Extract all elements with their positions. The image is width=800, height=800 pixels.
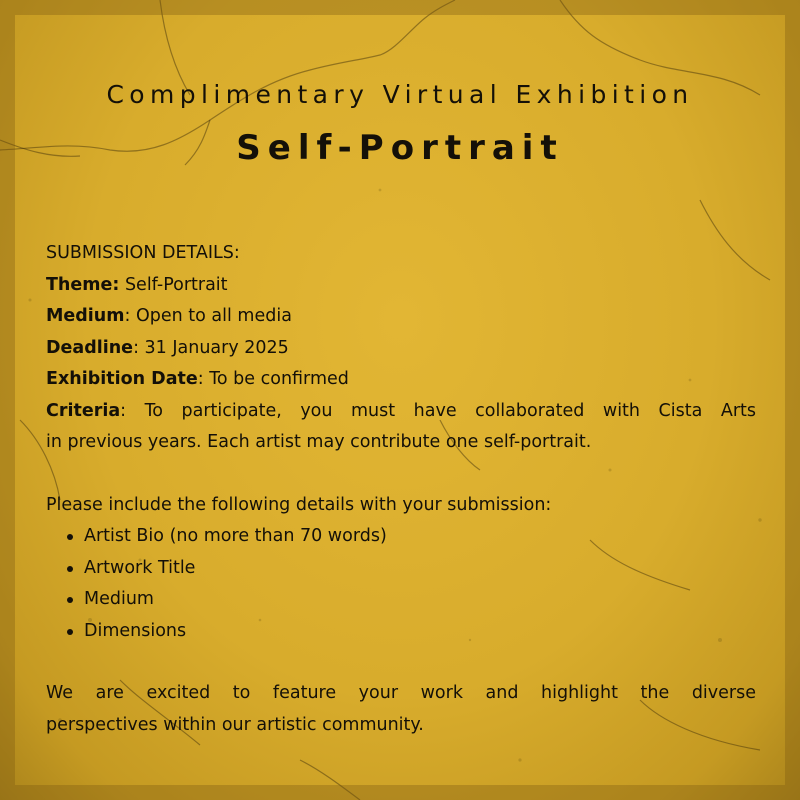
spacer xyxy=(46,459,756,490)
bullet-icon xyxy=(67,629,73,635)
deadline-row xyxy=(46,333,756,365)
exhibition-date-label: Exhibition Date xyxy=(46,369,198,389)
requirements-intro: Please include the following details with your submission: xyxy=(46,494,552,515)
closing-line1: We are excited to feature your work and highlight the diverse xyxy=(46,683,756,703)
bullet-icon xyxy=(67,534,73,540)
list-item xyxy=(84,521,756,553)
requirements-list xyxy=(46,521,756,647)
list-item-text: Artwork Title xyxy=(84,557,196,578)
list-item xyxy=(84,616,756,648)
criteria-text-line2: in previous years. Each artist may contribute one self-portrait. xyxy=(46,432,592,452)
bullet-icon xyxy=(67,566,73,572)
list-item xyxy=(84,553,756,585)
list-item xyxy=(84,584,756,616)
list-item-text: Medium xyxy=(84,589,154,609)
theme-label: Theme: xyxy=(46,274,120,295)
deadline-label: Deadline xyxy=(46,337,134,358)
exhibition-subtitle: Complimentary Virtual Exhibition xyxy=(106,80,694,109)
exhibition-title: Self-Portrait xyxy=(236,128,564,168)
submission-details xyxy=(46,238,756,741)
closing-line2: perspectives within our artistic community. xyxy=(46,714,424,735)
medium-row xyxy=(46,301,756,333)
deadline-value: : 31 January 2025 xyxy=(133,337,289,358)
criteria-row xyxy=(46,396,756,428)
theme-row xyxy=(46,270,756,302)
list-item-text: Dimensions xyxy=(84,620,187,641)
criteria-text-line1: : To participate, you must have collaborated with Cista Arts xyxy=(120,400,756,421)
exhibition-date-value: : To be confirmed xyxy=(197,369,349,389)
medium-label: Medium xyxy=(46,306,125,326)
submission-heading: SUBMISSION DETAILS: xyxy=(46,243,240,263)
bullet-icon xyxy=(67,597,73,603)
exhibition-date-row xyxy=(46,364,756,396)
medium-value: : Open to all media xyxy=(124,306,292,326)
list-item-text: Artist Bio (no more than 70 words) xyxy=(84,526,387,546)
spacer xyxy=(46,647,756,678)
criteria-label: Criteria xyxy=(46,400,121,421)
theme-value: Self-Portrait xyxy=(119,274,228,295)
